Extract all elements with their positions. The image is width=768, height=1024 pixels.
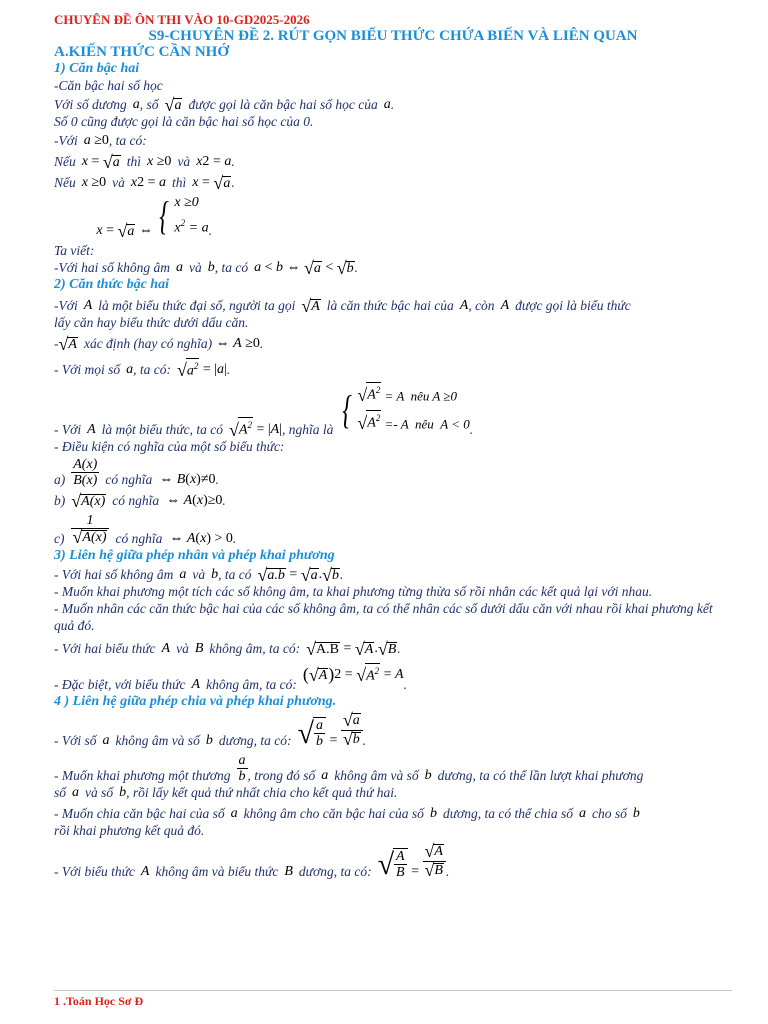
s2-cond-c: c) 1 √ A(x) có nghĩa ⇔ A ( x ) > 0 . (54, 512, 237, 547)
s1-line5: Nếu x ≥0 và x 2 = a thì x = √ a . (54, 173, 235, 193)
s1-heading: 1) Căn bậc hai (54, 61, 140, 76)
s3-line5: - Đặc biệt, với biểu thức A không âm, ta có: ( √ A ) 2 = √ $A^2$ = A . (54, 664, 407, 693)
footer-divider (54, 990, 732, 991)
document-page (54, 12, 732, 880)
s4-line3-cont: rồi khai phương kết quả đó. (54, 823, 205, 839)
s4-line1: - Với số a không âm và số b dương, ta có: √ $\frac{a}{b}$ = √ a √ b . (54, 710, 367, 751)
s4-line2-cont: số a và số b , rồi lấy kết quả thứ nhất chia cho kết quả thứ hai. (54, 785, 398, 801)
s3-line4: - Với hai biểu thức A và B không âm, ta có: √ A.B = √ A . √ B . (54, 638, 401, 659)
s2-line3: - Với mọi số a , ta có: √ $a^2$ = | a | . (54, 358, 732, 379)
s4-heading: 4 ) Liên hệ giữa phép chia và phép khai phương. (54, 694, 337, 710)
s2-heading: 2) Căn thức bậc hai (54, 276, 169, 292)
s1-line3: -Với a ≥0 , ta có: (54, 133, 147, 148)
s2-line2: - √ A xác định (hay có nghĩa) ⇔ A ≥0 . (54, 333, 264, 354)
page-footer: 1 .Toán Học Sơ Đ (54, 994, 144, 1008)
section-a-heading: A.KIẾN THỨC CẦN NHỚ (54, 44, 230, 60)
s2-line1: -Với A là một biểu thức đại số, người ta gọi √ A là căn thức bậc hai của A , còn A được gọi là biểu thức (54, 295, 631, 316)
s4-line4: - Với biểu thức A không âm và biểu thức B dương, ta có: √ $\frac{A}{B}$ = √ A √ B . (54, 841, 450, 882)
s2-line1-cont: lấy căn hay biểu thức dưới dấu căn. (54, 314, 249, 330)
s1-line7: -Với hai số không âm a và b , ta có a < b ⇔ √ a < √ b . (54, 257, 359, 278)
system-brace: { x ≥0 $x^2 = a$ (159, 192, 209, 238)
s3-line2: - Muốn khai phương một tích các số không âm, ta khai phương từng thừa số rồi nhân các kết quả lại với nhau. (54, 583, 653, 599)
s3-heading: 3) Liên hệ giữa phép nhân và phép khai phương (54, 547, 335, 563)
s2-line4: - Với A là một biểu thức, ta có √ $A^2$ = | A | , nghĩa là { √ $A^2$ = A nêu A ≥0 √ $A^2$ =- A nêu A < 0 . (54, 382, 732, 437)
document-title: S9-CHUYÊN ĐỀ 2. RÚT GỌN BIỂU THỨC CHỨA BIẾN VÀ LIÊN QUAN (148, 28, 638, 44)
s4-line2: - Muốn khai phương một thương $\frac{a}{b}$ , trong đó số a không âm và số b dương, ta có thể lần lượt khai phương (54, 753, 644, 785)
s3-line3: - Muốn nhân các căn thức bậc hai của các số không âm, ta có thể nhân các số dưới dấu căn với nhau rồi khai phương kết quả đó. (54, 600, 713, 633)
s1-ta-viet: Ta viết: x = √ a ⇔ { x ≥0 $x^2 = a$ . (54, 192, 212, 258)
s4-line3: - Muốn chia căn bậc hai của số a không âm cho căn bậc hai của số b dương, ta có thể chia số a cho số b (54, 806, 640, 822)
s1-sub: -Căn bậc hai số học (54, 78, 163, 93)
sqrt-a: √ a (164, 95, 182, 115)
s2-line5: - Điều kiện có nghĩa của một số biểu thức: (54, 438, 285, 454)
s2-cond-b: b) √ A(x) có nghĩa ⇔ A ( x )≥0 . (54, 490, 226, 511)
s3-line1: - Với hai số không âm a và b , ta có √ a.b = √ a . √ b . (54, 564, 344, 585)
s1-line1: Với số dương a , số √ a được gọi là căn bậc hai số học của a . (54, 95, 395, 115)
s1-line4: Nếu x = √ a thì x ≥0 và x 2 = a . (54, 152, 235, 172)
s1-line2: Số 0 cũng được gọi là căn bậc hai số học của 0. (54, 114, 314, 129)
s2-cond-a: a) $\frac{A(x)}{B(x)}$ có nghĩa ⇔ B ( x )≠0 . (54, 456, 219, 488)
series-header: CHUYÊN ĐỀ ÔN THI VÀO 10-GD2025-2026 (54, 12, 310, 27)
